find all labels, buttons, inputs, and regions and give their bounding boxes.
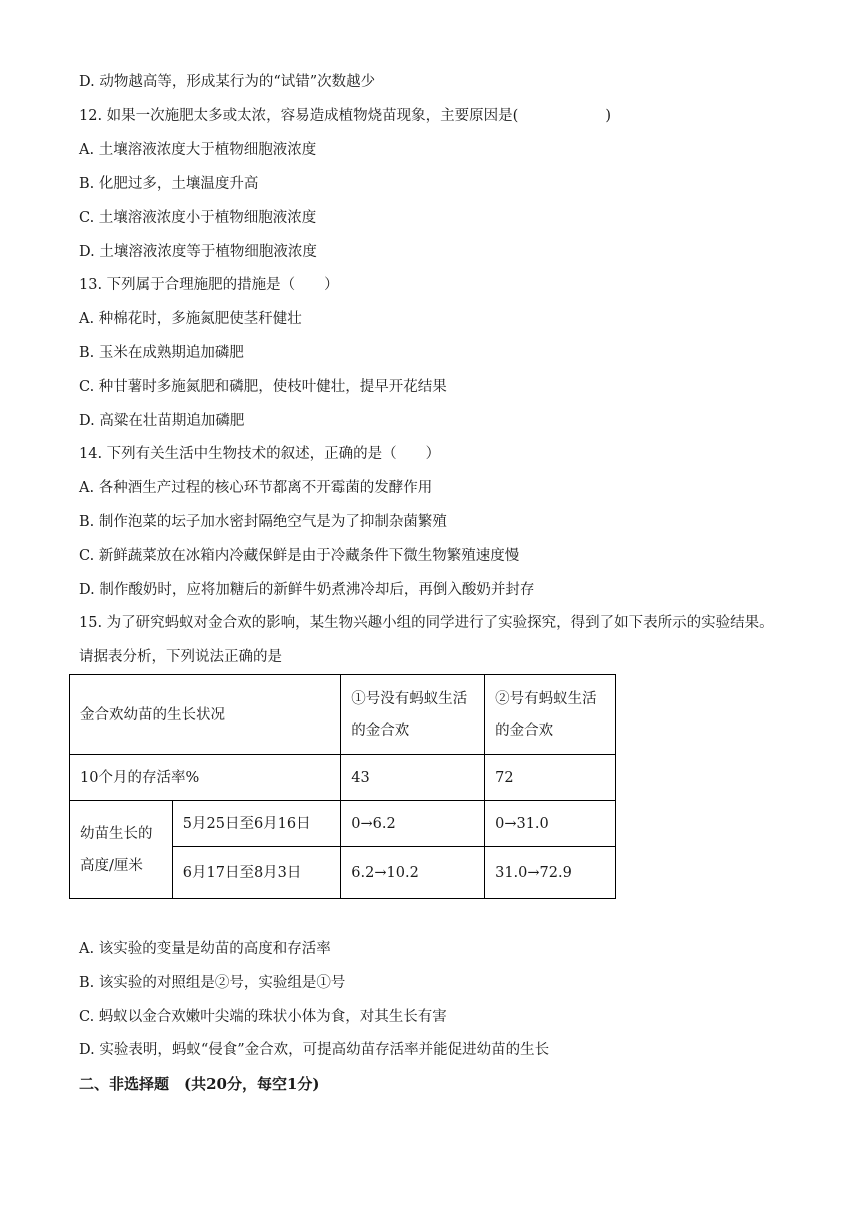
group1-label-line2: 的金合欢: [351, 722, 410, 739]
q12-option-a: A. 土壤溶液浓度大于植物细胞液浓度: [79, 142, 317, 158]
q14-option-b: B. 制作泡菜的坛子加水密封隔绝空气是为了抑制杂菌繁殖: [79, 514, 447, 530]
q11-option-d: D. 动物越高等，形成某行为的“试错”次数越少: [79, 74, 376, 90]
survival-label: 10个月的存活率%: [70, 755, 341, 801]
q14-option-c: C. 新鲜蔬菜放在冰箱内冷藏保鲜是由于冷藏条件下微生物繁殖速度慢: [79, 548, 520, 564]
table-row-survival: [70, 755, 616, 801]
q15-stem-line1: 15. 为了研究蚂蚁对金合欢的影响，某生物兴趣小组的同学进行了实验探究，得到了如下表所示的实验结果。: [79, 615, 774, 631]
table-header-group1: [341, 675, 485, 755]
survival-group1: 43: [341, 755, 485, 801]
q13-option-b: B. 玉米在成熟期追加磷肥: [79, 345, 244, 361]
q12-option-d: D. 土壤溶液浓度等于植物细胞液浓度: [79, 244, 317, 260]
experiment-table: [69, 674, 616, 899]
table-header-label: 金合欢幼苗的生长状况: [70, 675, 341, 755]
group2-label-line2: 的金合欢: [495, 722, 554, 739]
q12-option-b: B. 化肥过多，土壤温度升高: [79, 176, 259, 192]
section-heading: 二、非选择题 (共20分，每空1分): [79, 1075, 320, 1093]
q14-option-d: D. 制作酸奶时，应将加糖后的新鲜牛奶煮沸冷却后，再倒入酸奶并封存: [79, 582, 535, 598]
group1-label-line1: ①号没有蚂蚁生活: [351, 690, 468, 707]
q15-stem-line2: 请据表分析，下列说法正确的是: [79, 649, 282, 665]
q13-option-c: C. 种甘薯时多施氮肥和磷肥，使枝叶健壮，提早开花结果: [79, 379, 447, 395]
q12-option-c: C. 土壤溶液浓度小于植物细胞液浓度: [79, 210, 317, 226]
period2-label: 6月17日至8月3日: [172, 847, 341, 899]
q13-option-d: D. 高粱在壮苗期追加磷肥: [79, 413, 245, 429]
q13-stem: 13. 下列属于合理施肥的措施是（ ）: [79, 277, 339, 293]
height-label: [70, 801, 173, 899]
q14-stem: 14. 下列有关生活中生物技术的叙述，正确的是（ ）: [79, 446, 441, 462]
table-header-group2: [485, 675, 616, 755]
group2-label-line1: ②号有蚂蚁生活: [495, 690, 597, 707]
q15-option-c: C. 蚂蚁以金合欢嫩叶尖端的珠状小体为食，对其生长有害: [79, 1009, 447, 1025]
table-header-row: [70, 675, 616, 755]
q13-option-a: A. 种棉花时，多施氮肥使茎秆健壮: [79, 311, 302, 327]
period1-group1: 0→6.2: [341, 801, 485, 847]
q15-option-b: B. 该实验的对照组是②号，实验组是①号: [79, 975, 346, 991]
q14-option-a: A. 各种酒生产过程的核心环节都离不开霉菌的发酵作用: [79, 480, 433, 496]
period2-group1: 6.2→10.2: [341, 847, 485, 899]
period1-group2: 0→31.0: [485, 801, 616, 847]
period2-group2: 31.0→72.9: [485, 847, 616, 899]
q15-option-d: D. 实验表明，蚂蚁“侵食”金合欢，可提高幼苗存活率并能促进幼苗的生长: [79, 1042, 550, 1058]
q12-stem: 12. 如果一次施肥太多或太浓，容易造成植物烧苗现象，主要原因是( ): [79, 108, 611, 124]
height-label-line1: 幼苗生长的: [80, 825, 153, 842]
height-label-line2: 高度/厘米: [80, 857, 143, 874]
survival-group2: 72: [485, 755, 616, 801]
table-row-period1: [70, 801, 616, 847]
q15-option-a: A. 该实验的变量是幼苗的高度和存活率: [79, 941, 331, 957]
period1-label: 5月25日至6月16日: [172, 801, 341, 847]
